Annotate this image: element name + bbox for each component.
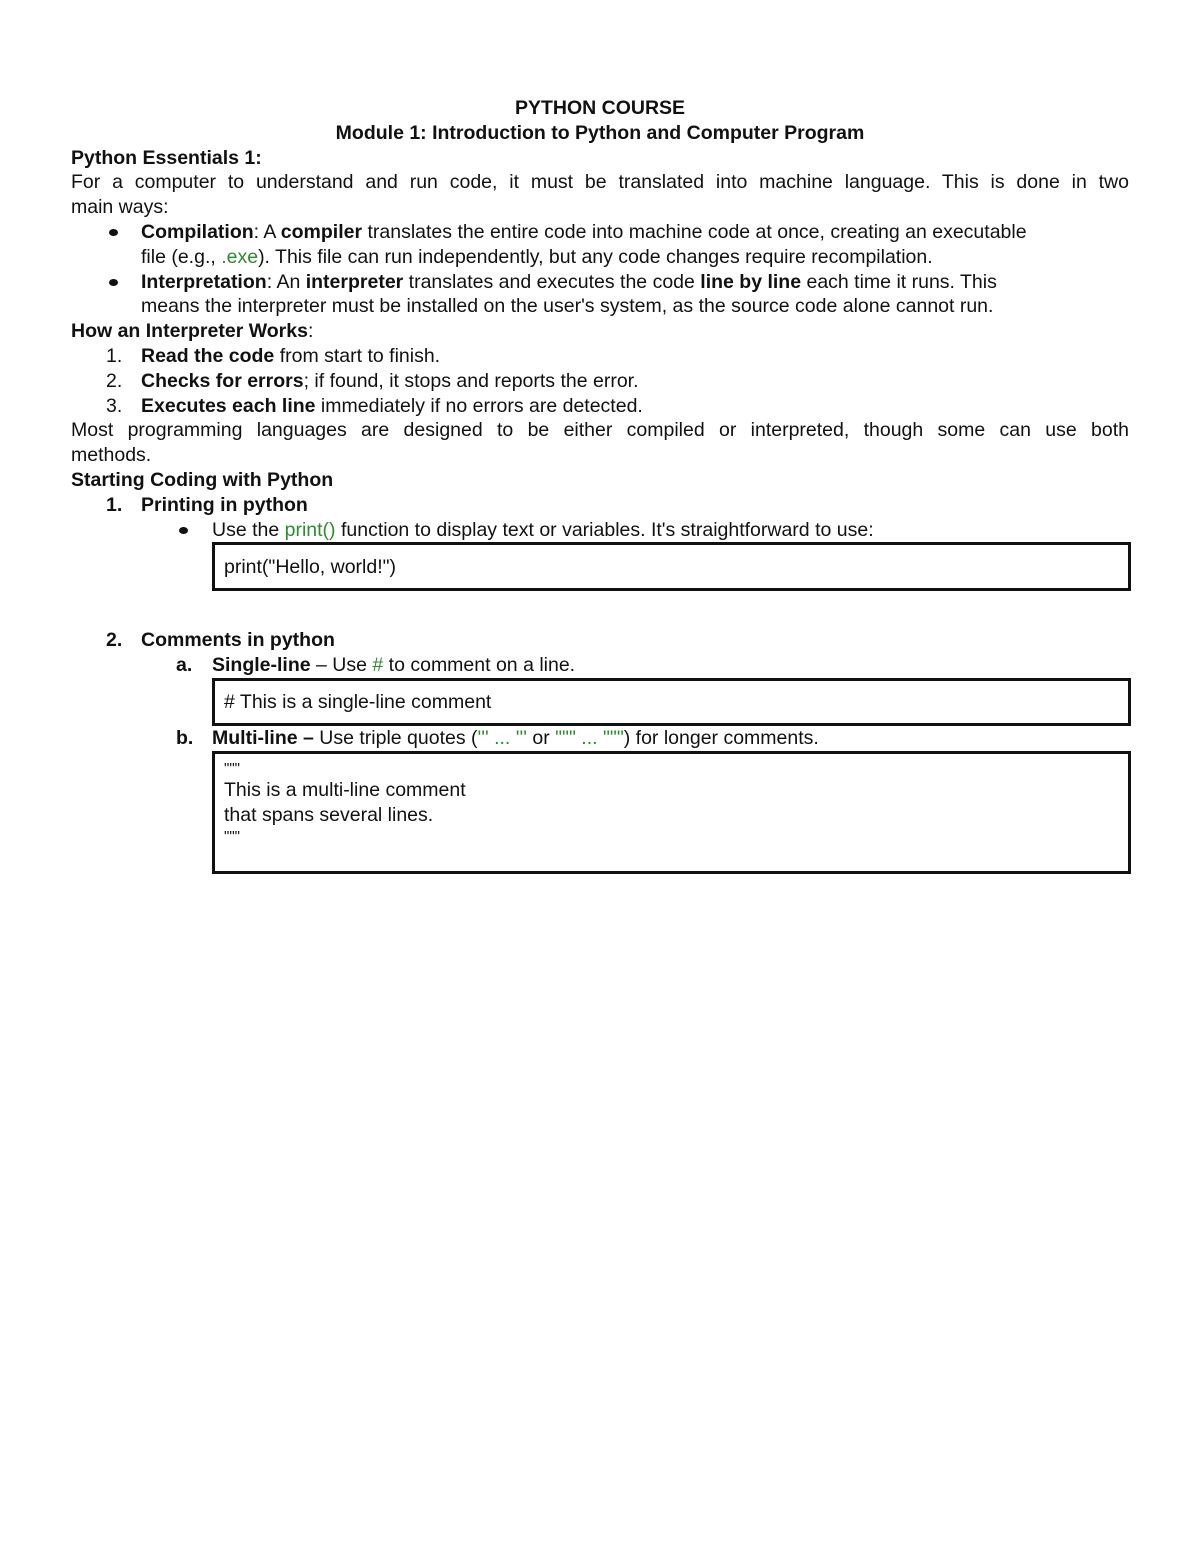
comments-heading: 2. Comments in python: [106, 629, 335, 652]
list-item: 1. Read the code from start to finish.: [106, 344, 441, 367]
bullet-icon: [109, 279, 118, 286]
list-item: 3. Executes each line immediately if no errors are detected.: [106, 394, 643, 417]
bullet-icon: [179, 527, 188, 534]
hash-symbol: #: [372, 654, 384, 677]
compilation-term: Compilation: [141, 220, 254, 243]
printing-heading: 1. Printing in python: [106, 493, 308, 516]
print-bullet: Use the print() function to display text or variables. It's straightforward to use:: [71, 518, 1129, 543]
double-triple-quotes: """ ... """: [555, 726, 624, 749]
single-line-code-box: # This is a single-line comment: [212, 678, 1131, 726]
exe-extension: .exe: [221, 245, 259, 268]
single-line-item: a. Single-line – Use # to comment on a line.: [176, 654, 576, 677]
document-title: PYTHON COURSE: [514, 97, 686, 119]
compiler-term: compiler: [280, 220, 363, 243]
intro-line-2: main ways:: [71, 196, 169, 219]
multi-line-code-box: """ This is a multi-line comment that spans several lines. """: [212, 751, 1131, 874]
intro-line-1: For a computer to understand and run code, it must be translated into machine language. This is done in two: [71, 171, 1129, 194]
document-content: [71, 96, 1129, 874]
print-code-box: print("Hello, world!"): [212, 542, 1131, 591]
compilation-bullet: Compilation: A compiler translates the entire code into machine code at once, creating an executable file (e.g., .exe). This file can run independently, but any code changes require recompilation.: [71, 220, 1129, 270]
interpreter-term: interpreter: [305, 270, 404, 293]
interpreter-heading: How an Interpreter Works:: [71, 320, 314, 343]
list-item: 2. Checks for errors; if found, it stops and reports the error.: [106, 369, 639, 392]
interpretation-bullet: Interpretation: An interpreter translates and executes the code line by line each time it runs. This means the interpreter must be installed on the user's system, as the source code alone cannot run.: [71, 270, 1129, 320]
single-triple-quotes: ''' ... ''': [477, 726, 527, 749]
line-by-line-term: line by line: [700, 270, 802, 293]
python-essentials-heading: Python Essentials 1:: [71, 146, 262, 169]
starting-coding-heading: Starting Coding with Python: [71, 468, 334, 491]
interpretation-term: Interpretation: [141, 270, 267, 293]
languages-paragraph: Most programming languages are designed to be either compiled or interpreted, though some can use both methods.: [71, 419, 1129, 467]
module-subtitle: Module 1: Introduction to Python and Computer Program: [335, 121, 865, 144]
print-function: print(): [284, 518, 336, 541]
bullet-icon: [109, 229, 118, 236]
multi-line-item: b. Multi-line – Use triple quotes (''' ... ''' or """ ... """) for longer comments.: [176, 726, 819, 749]
intro-paragraph: [71, 170, 1129, 220]
